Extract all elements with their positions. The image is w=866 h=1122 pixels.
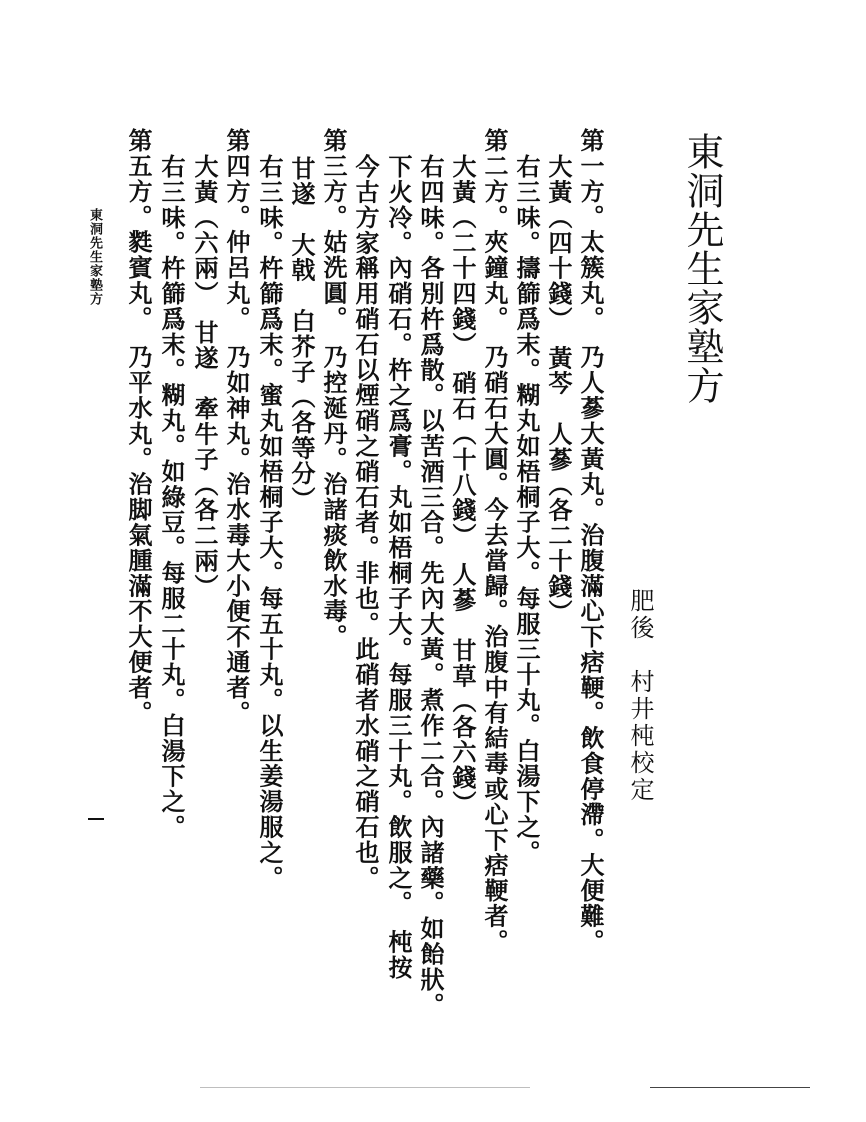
text-column-9: 第三方。姑洗圓。 乃控涎丹。治諸痰飲水毒。: [319, 128, 348, 650]
scan-edge-line: [650, 1087, 810, 1088]
text-column-11: 右三味。杵篩爲末。蜜丸如梧桐子大。每五十丸。以生姜湯服之。: [255, 154, 284, 891]
book-title: 東洞先生家塾方: [680, 132, 724, 405]
text-column-7: 下火冷。內硝石。杵之爲膏。丸如梧桐子大。每服三十丸。飲服之。 杶按: [384, 154, 413, 981]
margin-title: 東洞先生家塾方: [87, 208, 102, 306]
text-column-3: 右三味。擣篩爲末。糊丸如梧桐子大。每服三十丸。白湯下之。: [512, 154, 541, 866]
scan-edge-line: [200, 1087, 530, 1088]
text-column-12: 第四方。仲呂丸。 乃如神丸。治水毒大小便不通者。: [222, 128, 251, 726]
page-number: [88, 818, 104, 820]
text-column-1: 第一方。太簇丸。 乃人蔘大黃丸。治腹滿心下痞鞕。飲食停滯。大便難。: [576, 128, 605, 955]
text-column-6: 右四味。各別杵爲散。以苦酒三合。先內大黃。煮作二合。內諸藥。如飴狀。: [416, 154, 445, 1018]
text-column-15: 第五方。㽔賓丸。 乃平水丸。治脚氣腫滿不大便者。: [124, 128, 153, 726]
editor-credit: 肥後 村井杶校定: [626, 588, 654, 804]
text-column-13: 大黃（六兩） 甘遂 牽牛子（各二兩）: [190, 154, 219, 600]
text-column-5: 大黃（二十四錢） 硝石（十八錢） 人蔘 甘草（各六錢）: [448, 154, 477, 816]
text-column-8: 今古方家稱用硝石以煙硝之硝石者。非也。此硝者水硝之硝石也。: [351, 154, 380, 891]
text-column-4: 第二方。夾鐘丸。 乃硝石大圓。今去當歸。治腹中有結毒或心下痞鞕者。: [480, 128, 509, 955]
text-column-10: 甘遂 大戟 白芥子（各等分）: [287, 156, 316, 512]
text-column-2: 大黃（四十錢） 黃芩 人蔘（各二十錢）: [544, 154, 573, 625]
text-column-14: 右三味。杵篩爲末。糊丸。如綠豆。每服二十丸。白湯下之。: [157, 154, 186, 840]
